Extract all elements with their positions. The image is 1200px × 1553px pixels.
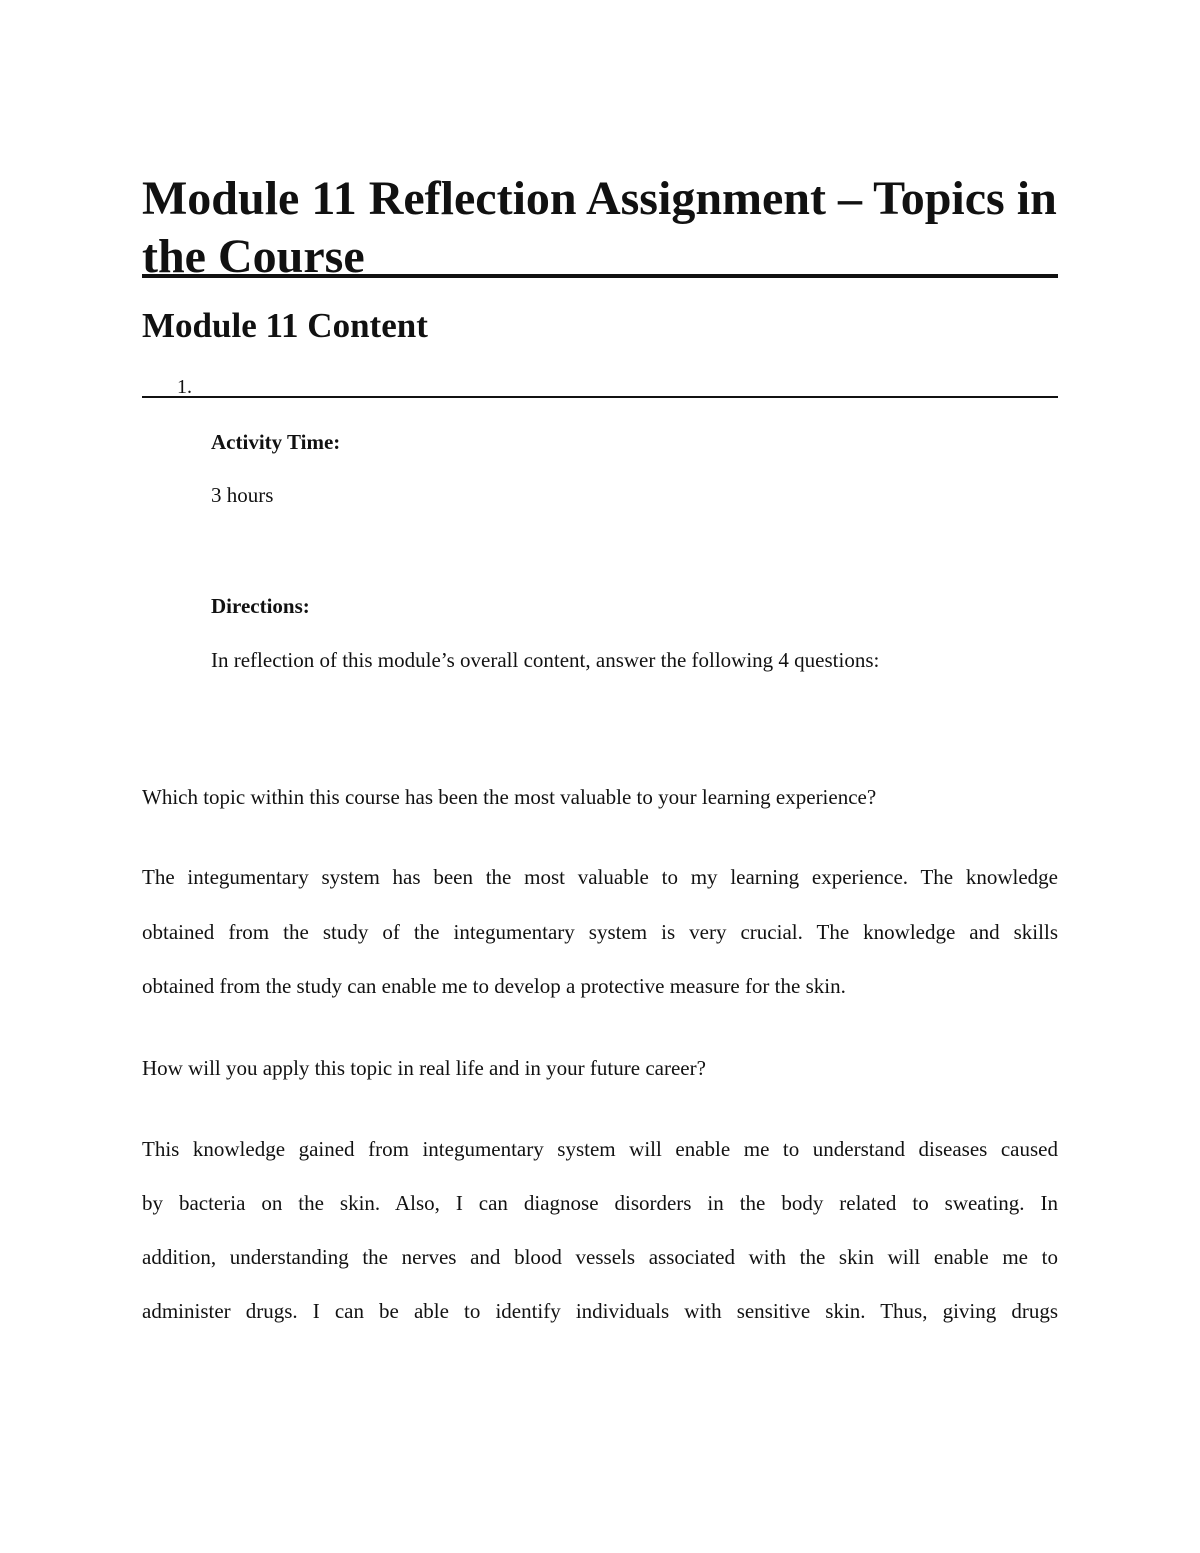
answer-1-line: obtained from the study can enable me to develop a protective measure for the skin. xyxy=(142,974,846,998)
directions-text: In reflection of this module’s overall content, answer the following 4 questions: xyxy=(211,648,880,672)
answer-2-line: addition, understanding the nerves and blood vessels associated with the skin will enable me to xyxy=(142,1245,1058,1269)
title-underline xyxy=(142,274,1058,278)
answer-2-line: administer drugs. I can be able to identify individuals with sensitive skin. Thus, giving drugs xyxy=(142,1299,1058,1323)
list-underline xyxy=(142,396,1058,398)
question-2: How will you apply this topic in real life and in your future career? xyxy=(142,1056,706,1080)
answer-2-line: by bacteria on the skin. Also, I can diagnose disorders in the body related to sweating. In xyxy=(142,1191,1058,1215)
question-1: Which topic within this course has been the most valuable to your learning experience? xyxy=(142,785,877,809)
activity-time-value: 3 hours xyxy=(211,483,274,507)
answer-2-line: This knowledge gained from integumentary system will enable me to understand diseases caused xyxy=(142,1137,1058,1161)
answer-1-line: obtained from the study of the integumentary system is very crucial. The knowledge and skills xyxy=(142,920,1058,944)
answer-1-line: The integumentary system has been the most valuable to my learning experience. The knowledge xyxy=(142,865,1058,889)
list-number: 1. xyxy=(177,376,192,398)
document-title: Module 11 Reflection Assignment – Topics in the Course xyxy=(142,172,1057,283)
activity-time-label: Activity Time: xyxy=(211,430,341,454)
directions-label: Directions: xyxy=(211,594,310,618)
section-heading: Module 11 Content xyxy=(142,306,428,345)
